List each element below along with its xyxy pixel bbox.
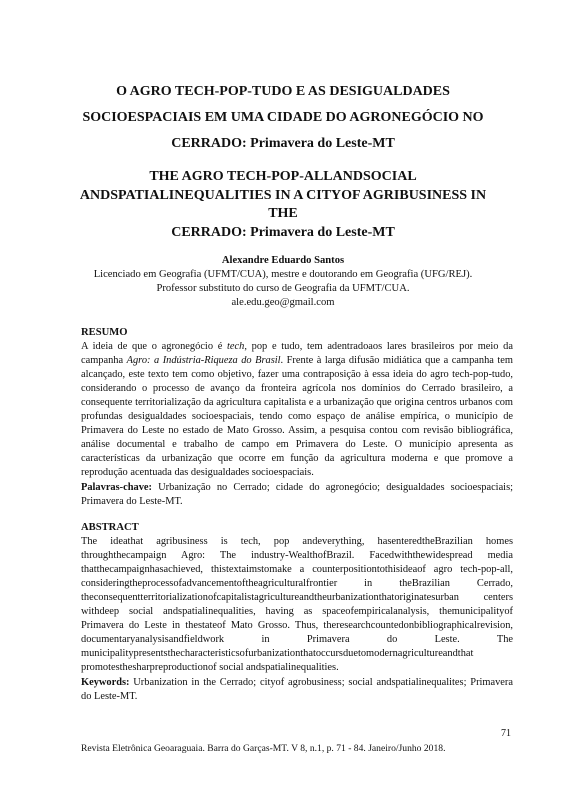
abstract-keywords-label: Keywords: <box>81 676 130 688</box>
title-pt-line-2: SOCIOESPACIAIS EM UMA CIDADE DO AGRONEGÓCIO NO <box>82 110 484 125</box>
abstract-text: The ideathat agribusiness is tech, pop andeverything, hasenteredtheBrazilian homes throughthecampaign Agro: The industry-WealthofBrazil. Facedwiththewidespread media thatthecampaignhasachieved, thistextaimstomake a counterpositiontothisideaof agro tech-pop-all, consideringtheprocessofadvancementoftheagriculturalfrontier in theBrazilian Cerrado, theconsequentterritorializationofcapitalistagricultureandtheurbanizationthatoriginatesurban centers withdeep social andspatialinequalities, having as spaceofempiricalanalysis, themunicipalityof Primavera do Leste in thestateof Mato Grosso. Thus, theresearchcountedonbibliographicalrevision, documentaryanalysisandfieldwork in Primavera do Leste. The municipalitypresentsthecharacteristicsofurbanizationthatoccursduetomodernagricultureandthat promotesthesharpreproductionof social andspatialinequalities. <box>81 536 513 674</box>
abstract-section <box>81 521 513 704</box>
abstract-heading: ABSTRACT <box>81 522 139 533</box>
author-affiliation-2: Professor substituto do curso de Geografia da UFMT/CUA. <box>156 283 410 294</box>
resumo-campaign-name: Agro: a Indústria-Riqueza do Brasil <box>126 355 281 367</box>
title-en-line-1: THE AGRO TECH-POP-ALLANDSOCIAL <box>149 169 417 184</box>
resumo-heading: RESUMO <box>81 327 128 338</box>
resumo-text-part-2: , pop e tudo, tem adentradoaos lares brasileiros por meio da campanha <box>81 341 513 367</box>
title-en-line-3: CERRADO: Primavera do Leste-MT <box>171 224 395 240</box>
resumo-keywords <box>81 481 513 509</box>
resumo-text-part-3: . Frente à larga difusão midiática que a campanha tem alcançado, este texto tem como objetivo, fazer uma contraposição à essa ideia do agro tech-pop-tudo, considerando o processo de avanço da fronteira agrícola nos domínios do Cerrado brasileiro, a consequente territorialização da agricultura capitalista e a urbanização que origina centros urbanos com profundas desigualdades socioespaciais, tendo como espaço de análise empírica, o município de Primavera do Leste no estado de Mato Grosso. Assim, a pesquisa contou com revisão bibliográfica, análise documental e trabalho de campo em Primavera do Leste. O município apresenta as características da urbanização que ocorre em função da agricultura moderna e que promove a reprodução acentuada das desigualdades socioespaciais. <box>81 355 513 479</box>
resumo-keywords-text: Urbanização no Cerrado; cidade do agronegócio; desigualdades socioespaciais; Primavera do Leste-MT. <box>81 481 513 507</box>
author-affiliation-1: Licenciado em Geografia (UFMT/CUA), mestre e doutorando em Geografia (UFG/REJ). <box>93 269 473 280</box>
author-block <box>70 254 496 310</box>
abstract-keywords <box>81 676 513 704</box>
title-pt-line-1: O AGRO TECH-POP-TUDO E AS DESIGUALDADES <box>116 84 450 99</box>
page-number: 71 <box>501 728 511 739</box>
resumo-text-part-1: A ideia de que o agronegócio é <box>81 341 228 353</box>
title-en-line-2: ANDSPATIALINEQUALITIES IN A CITYOF AGRIBUSINESS IN THE <box>79 187 487 221</box>
title-portuguese <box>70 79 496 157</box>
resumo-keywords-label: Palavras-chave: <box>81 481 152 493</box>
resumo-section <box>81 326 513 509</box>
title-english <box>70 168 496 242</box>
journal-footer: Revista Eletrônica Geoaraguaia. Barra do Garças-MT. V 8, n.1, p. 71 - 84. Janeiro/Junho 2018. <box>81 743 446 754</box>
resumo-text-tech: tech <box>227 341 245 353</box>
abstract-keywords-text: Urbanization in the Cerrado; cityof agrobusiness; social andspatialinequalites; Primavera do Leste-MT. <box>81 676 513 702</box>
resumo-text <box>81 340 513 480</box>
title-pt-line-3: CERRADO: Primavera do Leste-MT <box>171 136 395 151</box>
author-name: Alexandre Eduardo Santos <box>221 255 345 266</box>
author-email: ale.edu.geo@gmail.com <box>231 297 335 308</box>
